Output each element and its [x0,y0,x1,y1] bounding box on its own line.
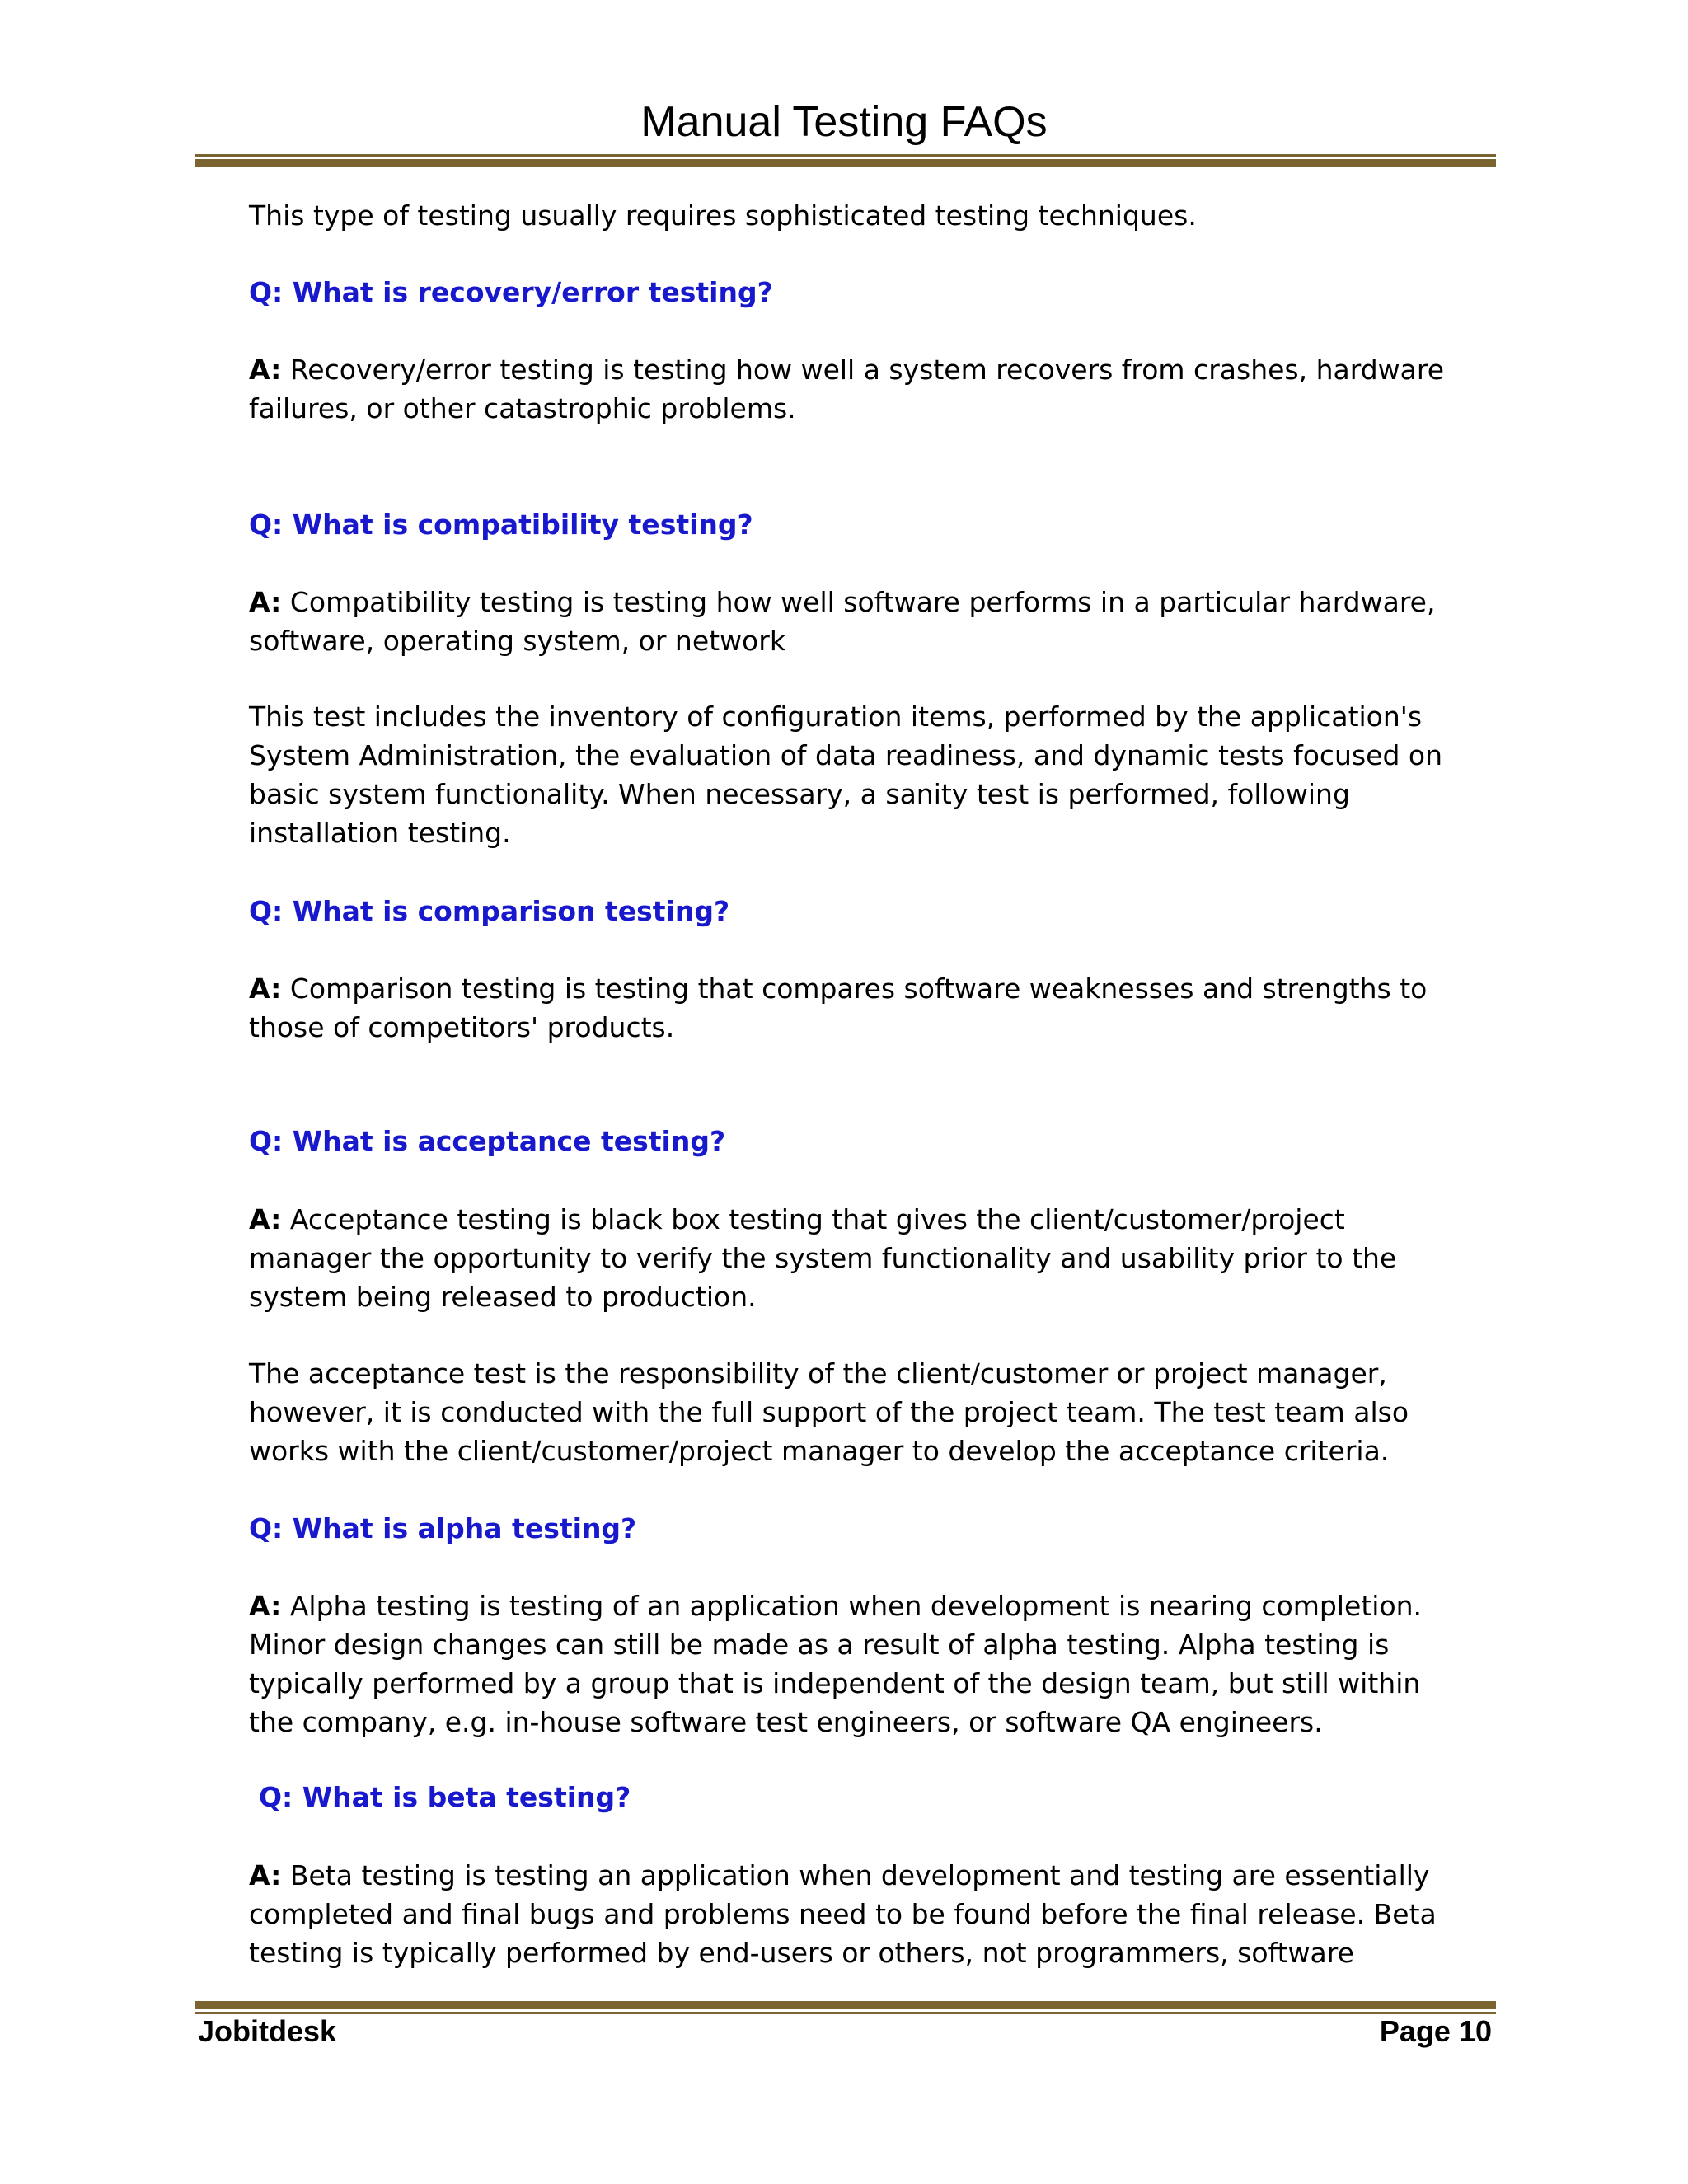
question-alpha: Q: What is alpha testing? [249,1512,637,1544]
answer-text: Comparison testing is testing that compares software weaknesses and strengths to [289,972,1428,1005]
footer-company: Jobitdesk [198,2014,337,2048]
paragraph-line: This test includes the inventory of configuration items, performed by the application's [249,701,1423,733]
question-beta: Q: What is beta testing? [259,1781,631,1813]
answer-label: A: [249,1590,282,1622]
header-rule-thin [195,154,1496,157]
answer-beta [249,1856,1493,1972]
answer-alpha [249,1586,1493,1741]
paragraph-line: The acceptance test is the responsibility of the client/customer or project manager, [249,1357,1387,1390]
answer-text: Alpha testing is testing of an application when development is nearing completion. [289,1590,1423,1622]
answer-line: the company, e.g. in-house software test engineers, or software QA engineers. [249,1706,1323,1738]
answer-text: Recovery/error testing is testing how well a system recovers from crashes, hardware [289,354,1445,386]
answer-line: failures, or other catastrophic problems. [249,392,796,424]
answer-line: completed and final bugs and problems need to be found before the final release. Beta [249,1898,1437,1930]
paragraph-line: however, it is conducted with the full support of the project team. The test team also [249,1396,1409,1428]
header-rule-thick [195,159,1496,167]
answer-label: A: [249,354,282,386]
answer-line: testing is typically performed by end-users or others, not programmers, software [249,1937,1354,1969]
question-comparison: Q: What is comparison testing? [249,895,730,927]
question-compatibility: Q: What is compatibility testing? [249,509,753,541]
paragraph-compatibility-detail [249,697,1493,852]
answer-text: Acceptance testing is black box testing that gives the client/customer/project [289,1203,1345,1235]
intro-paragraph: This type of testing usually requires sophisticated testing techniques. [249,199,1197,232]
paragraph-line: basic system functionality. When necessary, a sanity test is performed, following [249,778,1350,810]
answer-label: A: [249,1203,282,1235]
answer-line: manager the opportunity to verify the system functionality and usability prior to the [249,1242,1397,1274]
answer-line [249,1586,1493,1625]
answer-line: software, operating system, or network [249,625,785,657]
answer-line: system being released to production. [249,1281,757,1313]
answer-line: Minor design changes can still be made as a result of alpha testing. Alpha testing is [249,1629,1390,1661]
page-title: Manual Testing FAQs [640,98,1048,146]
answer-label: A: [249,586,282,618]
answer-line [249,1200,1493,1239]
answer-text: Compatibility testing is testing how well software performs in a particular hardware, [289,586,1436,618]
question-acceptance: Q: What is acceptance testing? [249,1125,726,1157]
answer-compatibility [249,583,1493,660]
answer-comparison [249,969,1493,1047]
question-recovery: Q: What is recovery/error testing? [249,276,773,308]
answer-acceptance [249,1200,1493,1316]
answer-line [249,969,1493,1008]
answer-line [249,1856,1493,1895]
answer-recovery [249,350,1493,428]
footer-rule-thick [195,2001,1496,2009]
paragraph-acceptance-detail [249,1354,1493,1470]
paragraph-line: installation testing. [249,817,511,849]
answer-line: typically performed by a group that is independent of the design team, but still within [249,1667,1421,1699]
answer-line [249,583,1493,621]
answer-line: those of competitors' products. [249,1011,675,1043]
page-number: Page 10 [1379,2014,1492,2048]
answer-text: Beta testing is testing an application when development and testing are essentially [289,1859,1430,1891]
answer-label: A: [249,972,282,1005]
answer-line [249,350,1493,389]
answer-label: A: [249,1859,282,1891]
paragraph-line: works with the client/customer/project manager to develop the acceptance criteria. [249,1435,1390,1467]
paragraph-line: System Administration, the evaluation of data readiness, and dynamic tests focused on [249,739,1442,771]
